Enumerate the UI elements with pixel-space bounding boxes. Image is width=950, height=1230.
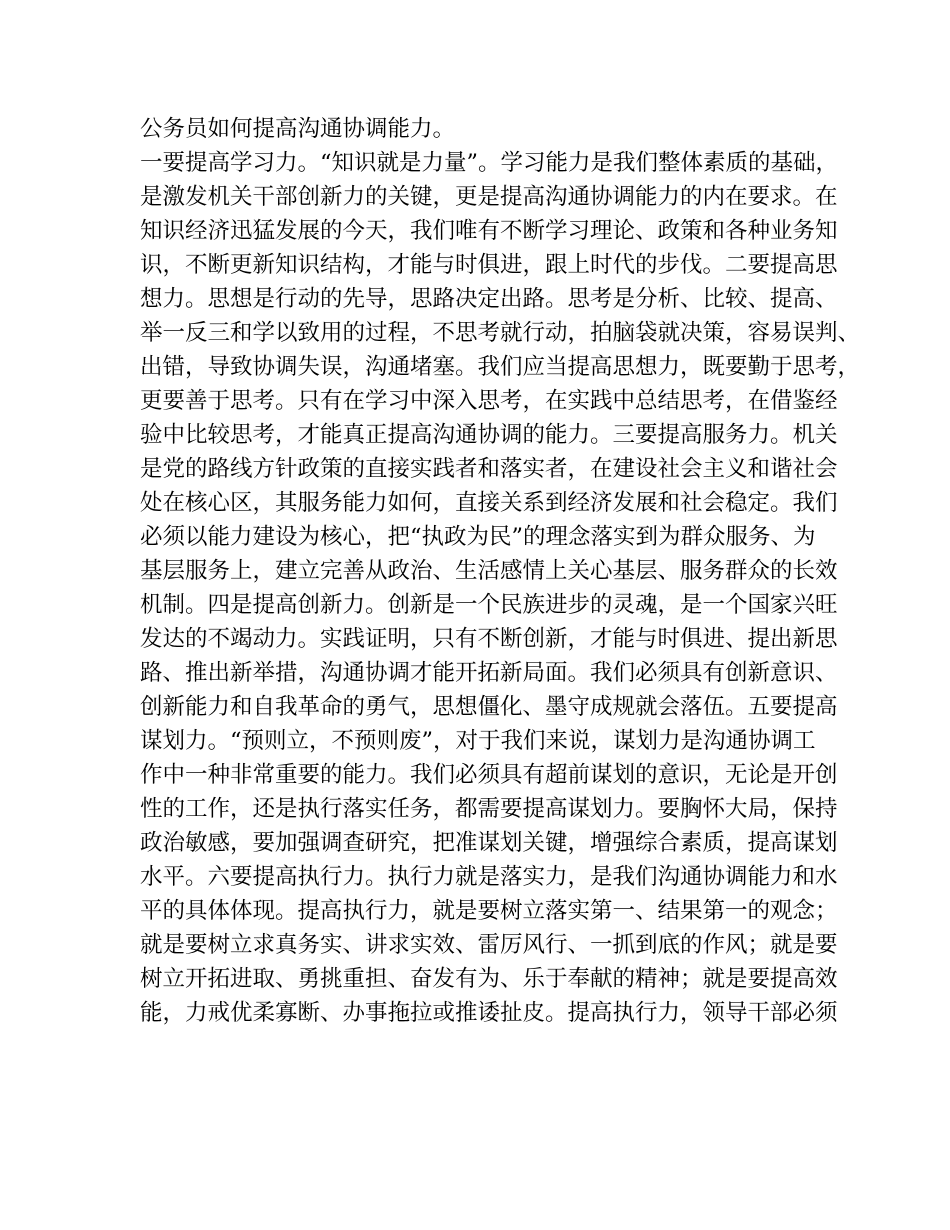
text-line: 树立开拓进取、勇挑重担、奋发有为、乐于奉献的精神；就是要提高效 [140, 966, 838, 992]
text-line: 机制。四是提高创新力。创新是一个民族进步的灵魂，是一个国家兴旺 [140, 592, 838, 618]
text-line: 平的具体体现。提高执行力，就是要树立落实第一、结果第一的观念； [140, 898, 838, 924]
text-line: 基层服务上，建立完善从政治、生活感情上关心基层、服务群众的长效 [140, 558, 838, 584]
text-line: 处在核心区，其服务能力如何，直接关系到经济发展和社会稳定。我们 [140, 490, 838, 516]
text-line: 政治敏感，要加强调查研究，把准谋划关键，增强综合素质，提高谋划 [140, 830, 838, 856]
text-line: 是激发机关干部创新力的关键，更是提高沟通协调能力的内在要求。在 [140, 184, 838, 210]
text-line: 验中比较思考，才能真正提高沟通协调的能力。三要提高服务力。机关 [140, 422, 838, 448]
text-line: 作中一种非常重要的能力。我们必须具有超前谋划的意识，无论是开创 [140, 762, 838, 788]
text-line: 水平。六要提高执行力。执行力就是落实力，是我们沟通协调能力和水 [140, 864, 838, 890]
text-line: 想力。思想是行动的先导，思路决定出路。思考是分析、比较、提高、 [140, 286, 838, 312]
text-line: 就是要树立求真务实、讲求实效、雷厉风行、一抓到底的作风；就是要 [140, 932, 838, 958]
text-line: 路、推出新举措，沟通协调才能开拓新局面。我们必须具有创新意识、 [140, 660, 838, 686]
text-line: 举一反三和学以致用的过程，不思考就行动，拍脑袋就决策，容易误判、 [140, 320, 861, 346]
text-line: 识，不断更新知识结构，才能与时俱进，跟上时代的步伐。二要提高思 [140, 252, 838, 278]
text-line: 是党的路线方针政策的直接实践者和落实者，在建设社会主义和谐社会 [140, 456, 838, 482]
text-line: 更要善于思考。只有在学习中深入思考，在实践中总结思考，在借鉴经 [140, 388, 838, 414]
text-line: 能，力戒优柔寡断、办事拖拉或推诿扯皮。提高执行力，领导干部必须 [140, 1000, 838, 1026]
document-title: 公务员如何提高沟通协调能力。 [140, 116, 456, 142]
document-body [140, 112, 861, 1030]
text-line: 发达的不竭动力。实践证明，只有不断创新，才能与时俱进、提出新思 [140, 626, 838, 652]
text-line: 知识经济迅猛发展的今天，我们唯有不断学习理论、政策和各种业务知 [140, 218, 838, 244]
text-line: 出错，导致协调失误，沟通堵塞。我们应当提高思想力，既要勤于思考， [140, 354, 861, 380]
text-line: 性的工作，还是执行落实任务，都需要提高谋划力。要胸怀大局，保持 [140, 796, 838, 822]
text-line: 创新能力和自我革命的勇气，思想僵化、墨守成规就会落伍。五要提高 [140, 694, 838, 720]
text-line: 必须以能力建设为核心，把“执政为民”的理念落实到为群众服务、为 [140, 524, 816, 550]
text-line: 一要提高学习力。“知识就是力量”。学习能力是我们整体素质的基础， [140, 150, 839, 176]
text-line: 谋划力。“预则立，不预则废”，对于我们来说，谋划力是沟通协调工 [140, 728, 816, 754]
